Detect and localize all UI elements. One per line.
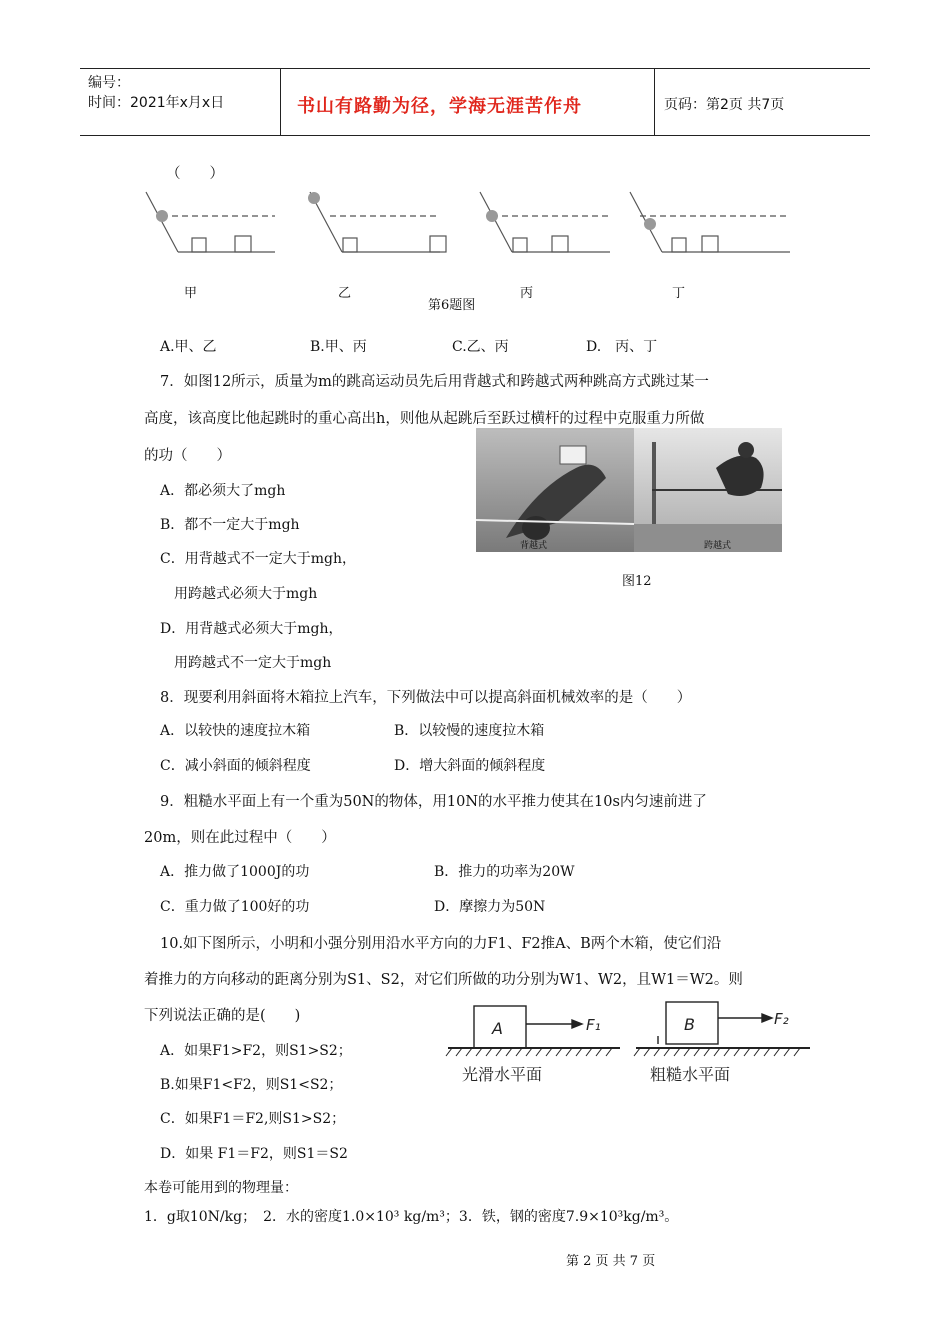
q6-label-ding: 丁 [672,286,686,301]
q10-force2-label: F₂ [774,1010,789,1028]
q6-ramp-yi [308,192,446,252]
q9-stem-line2: 20m，则在此过程中（ ） [144,830,336,846]
q6-figure [140,180,800,260]
q7-option-d-line2: 用跨越式不一定大于mgh [174,655,332,671]
q6-ramp-jia [146,192,275,252]
q6-option-c: C.乙、丙 [452,339,509,355]
q6-ramp-ding [630,192,790,252]
q6-label-bing: 丙 [520,286,534,301]
header-top-rule [80,68,870,69]
q7-option-a: A．都必须大了mgh [160,483,286,499]
header-divider-right [654,68,655,136]
q6-answer-paren: （ ） [166,166,224,182]
q7-option-c-line2: 用跨越式必须大于mgh [174,586,318,602]
q9-option-c: C．重力做了100好的功 [160,899,310,915]
q7-figure-caption: 图12 [622,574,652,589]
q7-option-b: B．都不一定大于mgh [160,517,300,533]
q10-surface1-label: 光滑水平面 [462,1065,543,1084]
header-time-label: 时间：2021年x月x日 [88,95,225,111]
q7-photo-label-left: 背越式 [520,541,548,551]
q6-label-jia: 甲 [184,286,198,301]
header-motto: 书山有路勤为径，学海无涯苦作舟 [297,96,582,117]
q9-option-d: D．摩擦力为50N [434,899,546,915]
q10-option-d: D．如果 F1＝F2，则S1＝S2 [160,1146,348,1162]
q10-box-a-label: A [492,1019,503,1038]
q8-option-a: A．以较快的速度拉木箱 [160,723,311,739]
q10-stem-line1: 10.如下图所示，小明和小强分别用沿水平方向的力F1、F2推A、B两个木箱，使它们沿 [160,936,722,952]
header-page-info: 页码：第2页 共7页 [664,97,785,113]
q10-box-b-label: B [684,1015,695,1034]
q10-option-b: B.如果F1<F2，则S1<S2； [160,1077,343,1093]
q9-stem-line1: 9．粗糙水平面上有一个重为50N的物体，用10N的水平推力使其在10s内匀速前进了 [160,794,707,810]
q6-option-d: D. 丙、丁 [586,339,658,355]
q7-stem-line3: 的功（ ） [144,448,231,464]
q7-stem-line2: 高度，该高度比他起跳时的重心高出h，则他从起跳后至跃过横杆的过程中克服重力所做 [144,411,705,427]
q7-stem-line1: 7．如图12所示，质量为m的跳高运动员先后用背越式和跨越式两种跳高方式跳过某一 [160,374,709,390]
notes-items: 1．g取10N/kg； 2．水的密度1.0×10³ kg/m³；3．铁，钢的密度7.9×10³kg/m³。 [144,1209,679,1225]
header-divider-left [280,68,281,136]
q6-option-a: A.甲、乙 [160,339,217,355]
q6-option-b: B.甲、丙 [310,339,367,355]
q6-label-yi: 乙 [338,286,352,301]
q6-caption: 第6题图 [428,298,476,313]
q8-stem: 8．现要利用斜面将木箱拉上汽车，下列做法中可以提高斜面机械效率的是（ ） [160,690,692,706]
q7-photo-label-right: 跨越式 [704,541,732,551]
q9-option-a: A．推力做了1000J的功 [160,864,310,880]
q6-ramp-bing [480,192,610,252]
q10-figure [440,996,820,1106]
q9-option-b: B．推力的功率为20W [434,864,575,880]
q8-option-c: C．减小斜面的倾斜程度 [160,758,311,774]
page-footer: 第 2 页 共 7 页 [566,1254,656,1269]
q10-stem-line2: 着推力的方向移动的距离分别为S1、S2，对它们所做的功分别为W1、W2，且W1＝W2。则 [144,972,743,988]
q8-option-b: B．以较慢的速度拉木箱 [394,723,545,739]
q10-stem-line3: 下列说法正确的是( ) [144,1008,301,1024]
q7-option-c-line1: C．用背越式不一定大于mgh， [160,551,356,567]
q10-option-c: C．如果F1＝F2,则S1>S2； [160,1111,346,1127]
q10-surface2-label: 粗糙水平面 [650,1065,731,1084]
q10-option-a: A．如果F1>F2，则S1>S2； [160,1043,352,1059]
header-bottom-rule [80,135,870,136]
q7-option-d-line1: D．用背越式必须大于mgh， [160,621,343,637]
q7-high-jump-photo [476,428,782,552]
q10-force1-label: F₁ [586,1016,601,1034]
q8-option-d: D．增大斜面的倾斜程度 [394,758,546,774]
notes-title: 本卷可能用到的物理量： [144,1180,298,1196]
header-number-label: 编号： [88,75,130,91]
